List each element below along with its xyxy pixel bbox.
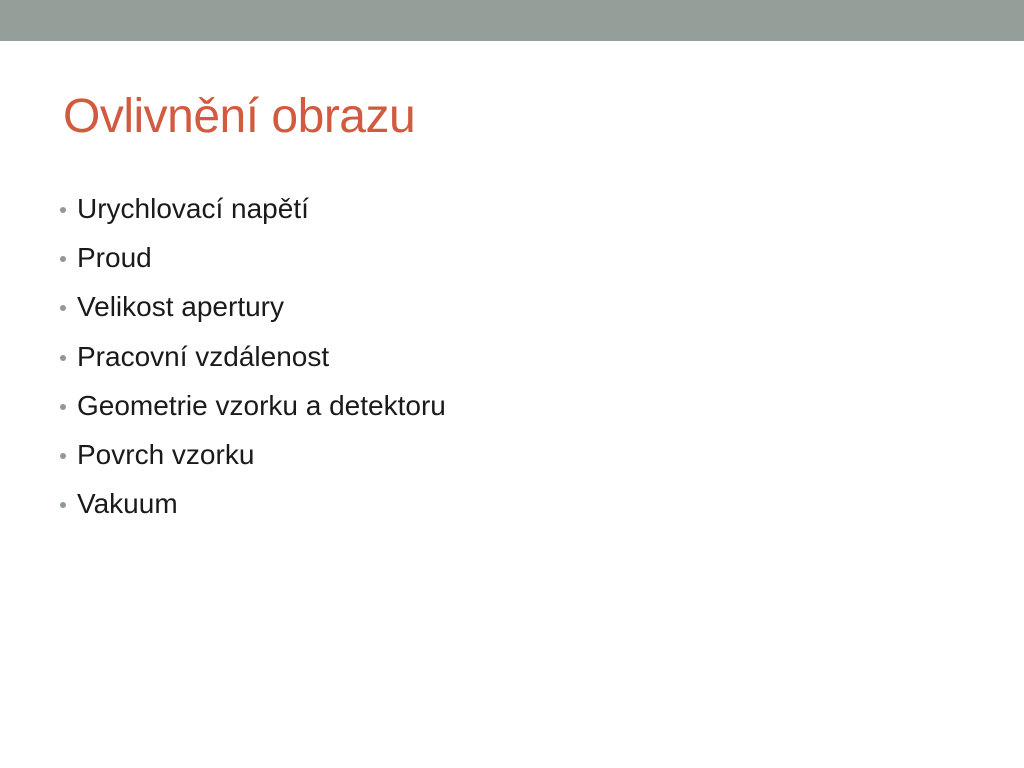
- bullet-label: Geometrie vzorku a detektoru: [77, 389, 446, 421]
- bullet-item: [60, 480, 446, 529]
- bullet-item: [60, 332, 446, 381]
- bullet-label: Proud: [77, 241, 152, 273]
- bullet-label: Vakuum: [77, 488, 178, 520]
- bullet-item: [60, 430, 446, 479]
- bullet-icon: [60, 305, 66, 311]
- bullet-label: Velikost apertury: [77, 291, 284, 323]
- slide-title: Ovlivnění obrazu: [63, 90, 416, 143]
- bullet-item: [60, 283, 446, 332]
- bullet-label: Urychlovací napětí: [77, 192, 309, 224]
- bullet-label: Povrch vzorku: [77, 439, 255, 471]
- bullet-icon: [60, 207, 66, 213]
- bullet-icon: [60, 355, 66, 361]
- bullet-item: [60, 381, 446, 430]
- bullet-item: [60, 233, 446, 282]
- bullet-icon: [60, 453, 66, 459]
- bullet-icon: [60, 404, 66, 410]
- bullet-label: Pracovní vzdálenost: [77, 340, 330, 372]
- bullet-list: [60, 184, 446, 529]
- top-band: [0, 0, 1024, 41]
- bullet-item: [60, 184, 446, 233]
- bullet-icon: [60, 256, 66, 262]
- bullet-icon: [60, 502, 66, 508]
